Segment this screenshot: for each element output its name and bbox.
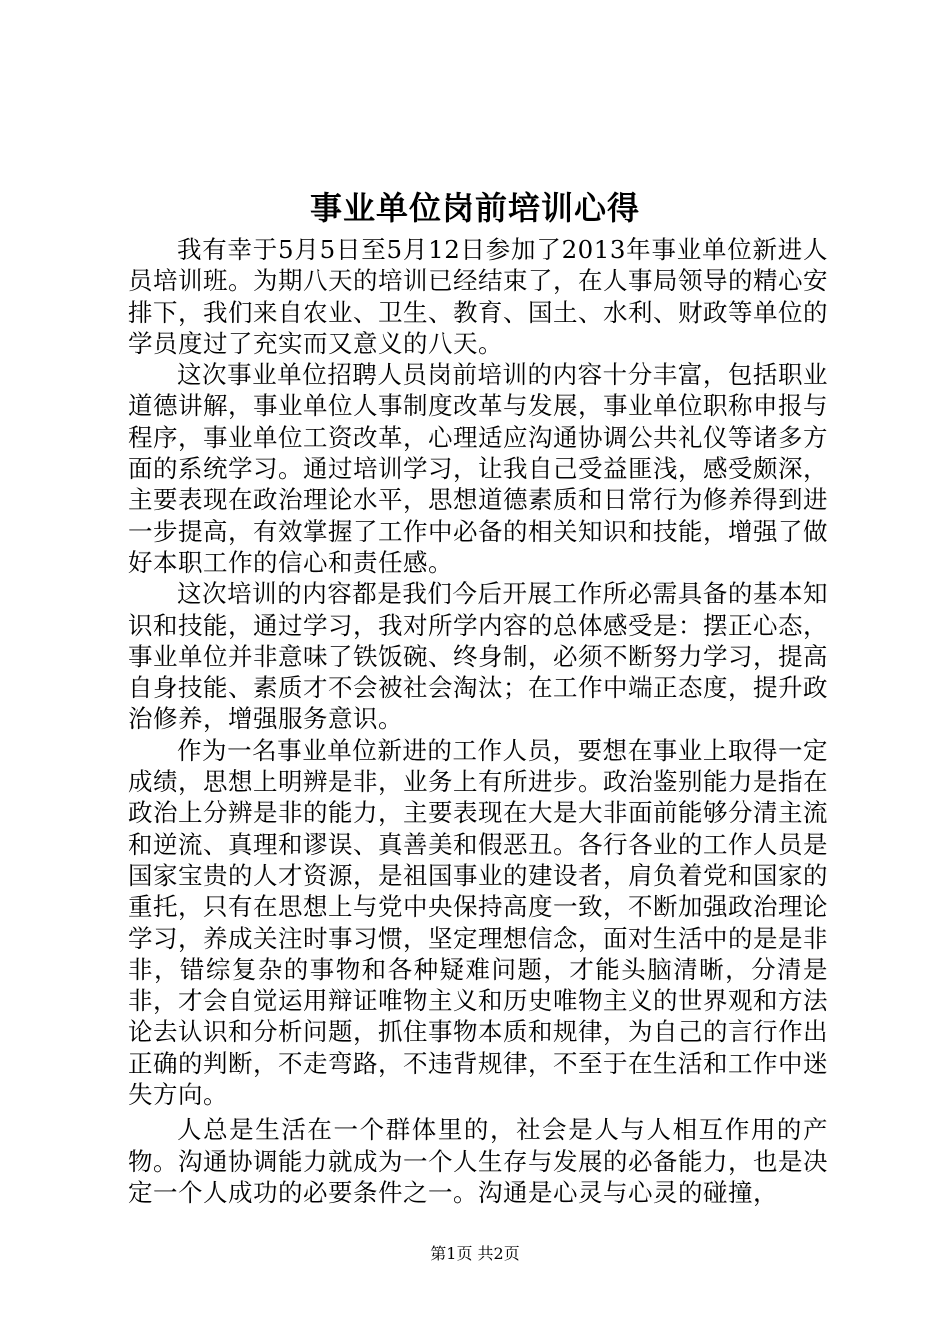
- page-footer: 第1页 共2页: [430, 1244, 520, 1263]
- paragraph-4: 作为一名事业单位新进的工作人员，要想在事业上取得一定成绩，思想上明辨是非，业务上有所进步。政治鉴别能力是指在政治上分辨是非的能力，主要表现在大是大非面前能够分清主流和逆流、真理和谬误、真善美和假恶丑。各行各业的工作人员是国家宝贵的人才资源，是祖国事业的建设者，肩负着党和国家的重托，只有在思想上与党中央保持高度一致，不断加强政治理论学习，养成关注时事习惯，坚定理想信念，面对生活中的是是非非，错综复杂的事物和各种疑难问题，才能头脑清晰，分清是非，才会自觉运用辩证唯物主义和历史唯物主义的世界观和方法论去认识和分析问题，抓住事物本质和规律，为自己的言行作出正确的判断，不走弯路，不违背规律，不至于在生活和工作中迷失方向。: [128, 735, 828, 1110]
- paragraph-5: 人总是生活在一个群体里的，社会是人与人相互作用的产物。沟通协调能力就成为一个人生存与发展的必备能力，也是决定一个人成功的必要条件之一。沟通是心灵与心灵的碰撞，: [128, 1115, 828, 1207]
- document-title: 事业单位岗前培训心得: [309, 189, 640, 227]
- document-body: [128, 234, 828, 1208]
- paragraph-3: 这次培训的内容都是我们今后开展工作所必需具备的基本知识和技能，通过学习，我对所学内容的总体感受是：摆正心态，事业单位并非意味了铁饭碗、终身制，必须不断努力学习，提高自身技能、素质才不会被社会淘汰；在工作中端正态度，提升政治修养，增强服务意识。: [128, 579, 828, 734]
- paragraph-2: 这次事业单位招聘人员岗前培训的内容十分丰富，包括职业道德讲解，事业单位人事制度改革与发展，事业单位职称申报与程序，事业单位工资改革，心理适应沟通协调公共礼仪等诸多方面的系统学习。通过培训学习，让我自己受益匪浅，感受颇深，主要表现在政治理论水平，思想道德素质和日常行为修养得到进一步提高，有效掌握了工作中必备的相关知识和技能，增强了做好本职工作的信心和责任感。: [128, 360, 828, 577]
- paragraph-1: 我有幸于5月5日至5月12日参加了2013年事业单位新进人员培训班。为期八天的培训已经结束了，在人事局领导的精心安排下，我们来自农业、卫生、教育、国土、水利、财政等单位的学员度过了充实而又意义的八天。: [128, 235, 828, 358]
